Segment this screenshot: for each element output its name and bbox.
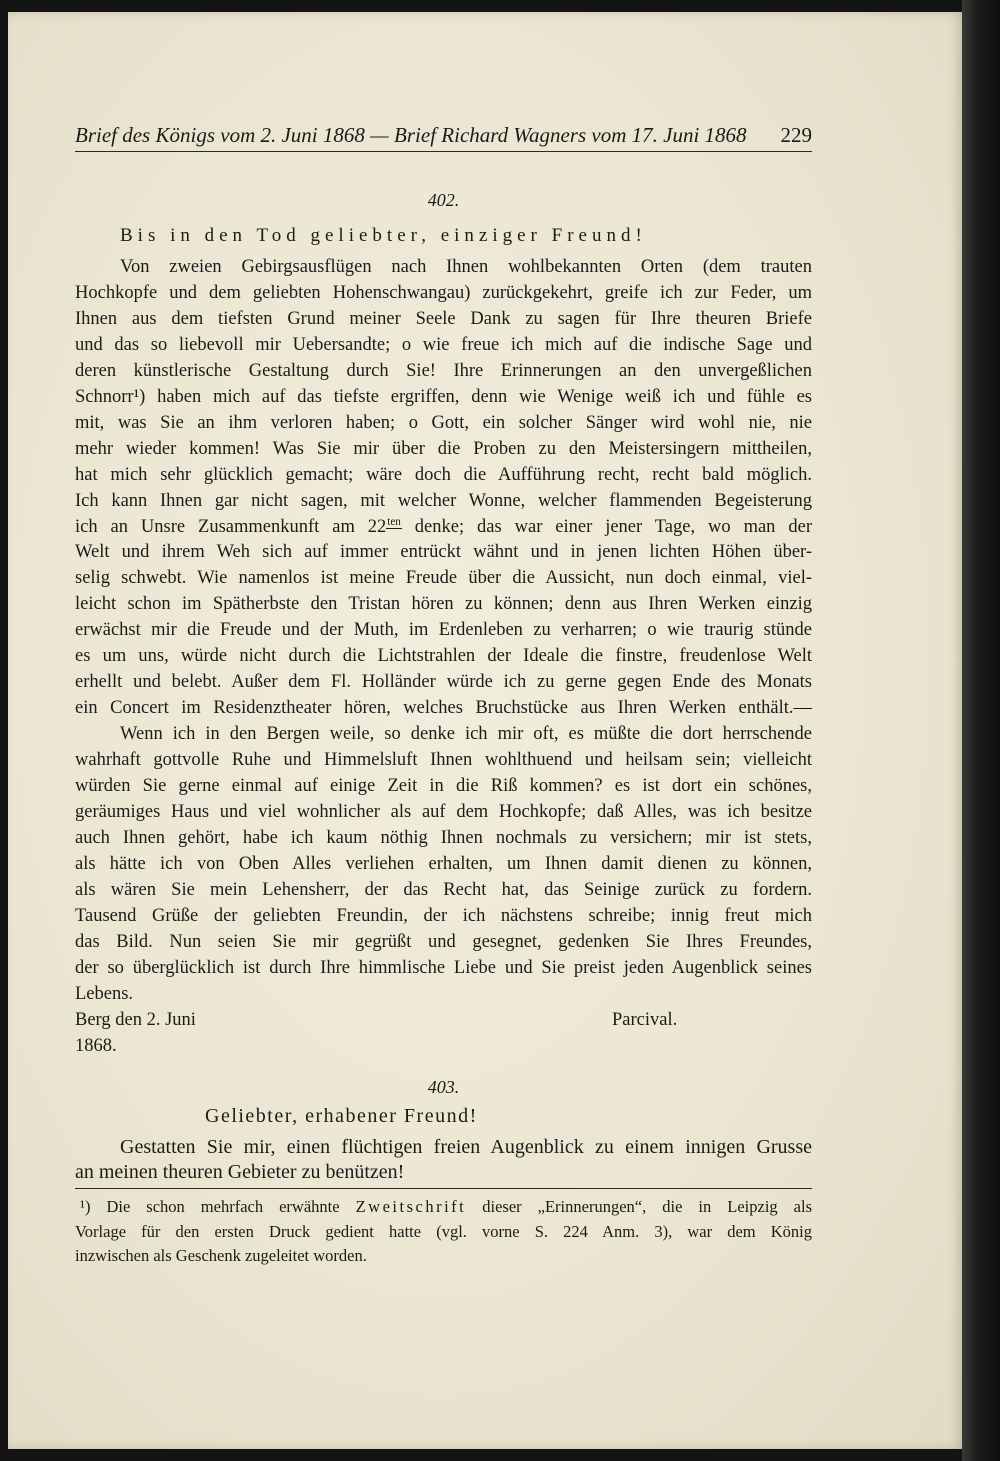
page-header [75,121,812,149]
letter-body-403 [75,1135,812,1185]
place-date: Berg den 2. Juni [75,1009,196,1030]
text-line: ein Concert im Residenztheater hören, welches Bruchstücke aus Ihren Werken enthält.— [75,698,812,719]
text-segment: denke; das war einer jener Tage, wo man der [401,516,812,537]
text-segment: ¹) Die schon mehrfach erwähnte [80,1197,356,1216]
text-line: als wären Sie mein Lehensherr, der das Recht hat, das Seinige zurück zu fordern. [75,879,812,900]
scan-border-right [962,0,1000,1461]
text-line: leicht schon im Spätherbste den Tristan hören zu können; denn aus Ihren Werken einzig [75,594,812,615]
text-line: Lebens. [75,983,134,1004]
letter-closing [75,1008,812,1034]
letter-body-402 [75,255,812,1060]
text-line: geräumiges Haus und viel wohnlicher als auf dem Hochkopfe; daß Alles, was ich besitze [75,802,812,823]
text-line: Schnorr¹) haben mich auf das tiefste ergriffen, denn wie Wenige weiß ich und fühle es [75,386,812,407]
signature: Parcival. [612,1009,678,1030]
footnote-line: inzwischen als Geschenk zugeleitet worden. [75,1246,367,1265]
text-line: Wenn ich in den Bergen weile, so denke ich mir oft, es müßte die dort herrschende [120,724,812,745]
text-line: Gestatten Sie mir, einen flüchtigen freien Augenblick zu einem innigen Grusse [120,1136,812,1158]
text-line: Hochkopfe und dem geliebten Hohenschwangau) zurückgekehrt, greife ich zur Feder, um [75,282,812,303]
header-rule [75,151,812,152]
text-line: mehr wieder kommen! Was Sie mir über die Proben zu den Meistersingern mittheilen, [75,438,812,459]
text-line: als hätte ich von Oben Alles verliehen erhalten, um Ihnen damit dienen zu können, [75,853,812,874]
text-line: erwächst mir die Freude und der Muth, im Erdenleben zu verharren; o wie traurig stünde [75,620,812,641]
text-line: deren künstlerische Gestaltung durch Sie! Ihre Erinnerungen an den unvergeßlichen [75,360,812,381]
text-segment: ich an Unsre Zusammenkunft am 22 [75,516,387,537]
footnote-line: Vorlage für den ersten Druck gedient hatte (vgl. vorne S. 224 Anm. 3), war dem König [75,1221,812,1241]
letter-number-403: 403. [427,1077,460,1097]
text-line: das Bild. Nun seien Sie mir gegrüßt und gesegnet, gedenken Sie Ihres Freundes, [75,931,812,952]
text-line: wahrhaft gottvolle Ruhe und Himmelsluft Ihnen wohlthuend und heilsam sein; vielleicht [75,750,812,771]
letter-salutation-403: Geliebter, erhabener Freund! [205,1105,478,1127]
text-line: auch Ihnen gehört, habe ich kaum nöthig Ihnen nochmals zu versichern; mir ist stets, [75,827,812,848]
text-line: und das so liebevoll mir Uebersandte; o wie freue ich mich auf die indische Sage und [75,334,812,355]
footnote-line [75,1195,812,1220]
ordinal-superscript: ten [387,515,401,528]
emphasized-word: Zweitschrift [355,1197,467,1216]
footnote-rule [75,1188,812,1189]
footnote [75,1195,812,1269]
page-number: 229 [780,123,812,147]
text-line: Ihnen aus dem tiefsten Grund meiner Seele Dank zu sagen für Ihre theuren Briefe [75,308,812,329]
text-line: Welt und ihrem Weh sich auf immer entrückt wähnt und in jenen lichten Höhen über- [75,542,812,563]
text-line: Ich kann Ihnen gar nicht sagen, mit welcher Wonne, welcher flammenden Begeisterung [75,490,812,511]
text-line: Tausend Grüße der geliebten Freundin, der ich nächstens schreibe; innig freut mich [75,905,812,926]
text-line: mit, was Sie an ihm verloren haben; o Gott, ein solcher Sänger wird wohl nie, nie [75,412,812,433]
text-line: an meinen theuren Gebieter zu benützen! [75,1161,405,1183]
text-segment: dieser „Erinnerungen“, die in Leipzig als [466,1197,812,1216]
year: 1868. [75,1035,117,1056]
text-line: erhellt und belebt. Außer dem Fl. Holländer würde ich zu gerne gegen Ende des Monats [75,672,812,693]
text-line: es um uns, würde nicht durch die Lichtstrahlen der Ideale die finstre, freudenlose Welt [75,646,812,667]
text-line: Von zweien Gebirgsausflügen nach Ihnen wohlbekannten Orten (dem trauten [120,257,812,277]
letter-salutation-402: Bis in den Tod geliebter, einziger Freund! [120,225,647,246]
text-line [75,515,812,541]
text-line: würden Sie gerne einmal auf einige Zeit in die Riß kommen? es ist dort ein schönes, [75,776,812,797]
text-line: selig schwebt. Wie namenlos ist meine Freude über die Aussicht, nun doch einmal, viel- [75,568,812,589]
text-line: hat mich sehr glücklich gemacht; wäre doch die Aufführung recht, recht bald möglich. [75,464,812,485]
letter-number-402: 402. [427,190,460,210]
text-line: der so überglücklich ist durch Ihre himmlische Liebe und Sie preist jeden Augenblick seines [75,957,812,978]
running-title: Brief des Königs vom 2. Juni 1868 — Brief Richard Wagners vom 17. Juni 1868 [75,123,747,147]
